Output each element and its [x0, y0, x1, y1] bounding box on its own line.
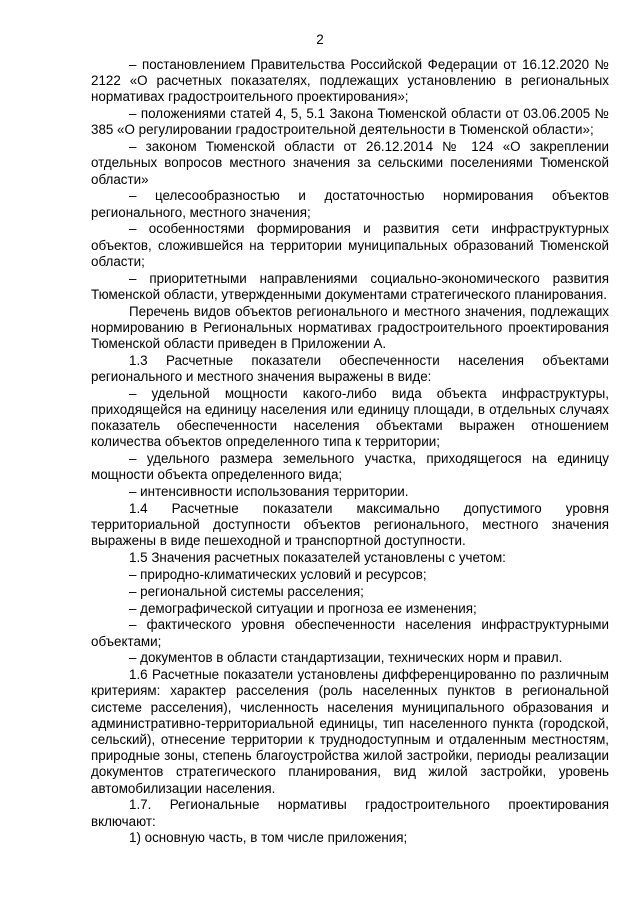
- paragraph: – целесообразностью и достаточностью нормирования объектов регионального, местного значения;: [91, 188, 609, 220]
- paragraph: – фактического уровня обеспеченности населения инфраструктурными объектами;: [91, 617, 609, 649]
- paragraph: – документов в области стандартизации, технических норм и правил.: [129, 650, 563, 666]
- page-number: 2: [316, 32, 324, 47]
- paragraph: 1) основную часть, в том числе приложения;: [129, 830, 408, 846]
- paragraph: – удельного размера земельного участка, приходящегося на единицу мощности объекта определенного вида;: [91, 451, 609, 483]
- paragraph: 1.7. Региональные нормативы градостроительного проектирования включают:: [91, 797, 609, 829]
- paragraph: – удельной мощности какого-либо вида объекта инфраструктуры, приходящейся на единицу населения или единицу площади, в отдельных случаях показатель обеспеченности населения объектами выражен отношением количества объектов определенного типа к территории;: [91, 385, 609, 450]
- paragraph: 1.3 Расчетные показатели обеспеченности населения объектами регионального и местного значения выражены в виде:: [91, 352, 609, 385]
- paragraph: 1.4 Расчетные показатели максимально допустимого уровня территориальной доступности объектов регионального, местного значения выражены в виде пешеходной и транспортной доступности.: [91, 501, 609, 549]
- paragraph: – законом Тюменской области от 26.12.2014 № 124 «О закреплении отдельных вопросов местного значения за сельскими поселениями Тюменской области»: [91, 139, 609, 187]
- paragraph: – демографической ситуации и прогноза ее изменения;: [129, 600, 477, 616]
- paragraph: – интенсивности использования территории.: [129, 484, 409, 500]
- paragraph: 1.6 Расчетные показатели установлены дифференцированно по различным критериям: характер расселения (роль населенных пунктов в региональной системе расселения), численность населения муниципального образования и административно-территориальной единицы, тип населенного пункта (городской, сельский), отнесение территории к труднодоступным и отдаленным местностям, природные зоны, степень благоустройства жилой застройки, периоды реализации документов стратегического планирования, вид жилой застройки, уровень автомобилизации населения.: [91, 667, 609, 796]
- paragraph: Перечень видов объектов регионального и местного значения, подлежащих нормированию в Региональных нормативах градостроительного проектирования Тюменской области приведен в Приложении А.: [91, 303, 609, 352]
- paragraph: – приоритетными направлениями социально-экономического развития Тюменской области, утвержденными документами стратегического планирования.: [91, 270, 609, 302]
- paragraph: – особенностями формирования и развития сети инфраструктурных объектов, сложившейся на территории муниципальных образований Тюменской области;: [91, 221, 609, 269]
- paragraph: – региональной системы расселения;: [129, 583, 364, 599]
- paragraph: 1.5 Значения расчетных показателей установлены с учетом:: [129, 550, 506, 566]
- paragraph: – природно-климатических условий и ресурсов;: [129, 567, 427, 583]
- paragraph: – положениями статей 4, 5, 5.1 Закона Тюменской области от 03.06.2005 № 385 «О регулировании градостроительной деятельности в Тюменской области»;: [91, 106, 609, 138]
- document-body: [91, 57, 609, 847]
- paragraph: – постановлением Правительства Российской Федерации от 16.12.2020 № 2122 «О расчетных показателях, подлежащих установлению в региональных нормативах градостроительного проектирования»;: [91, 57, 609, 105]
